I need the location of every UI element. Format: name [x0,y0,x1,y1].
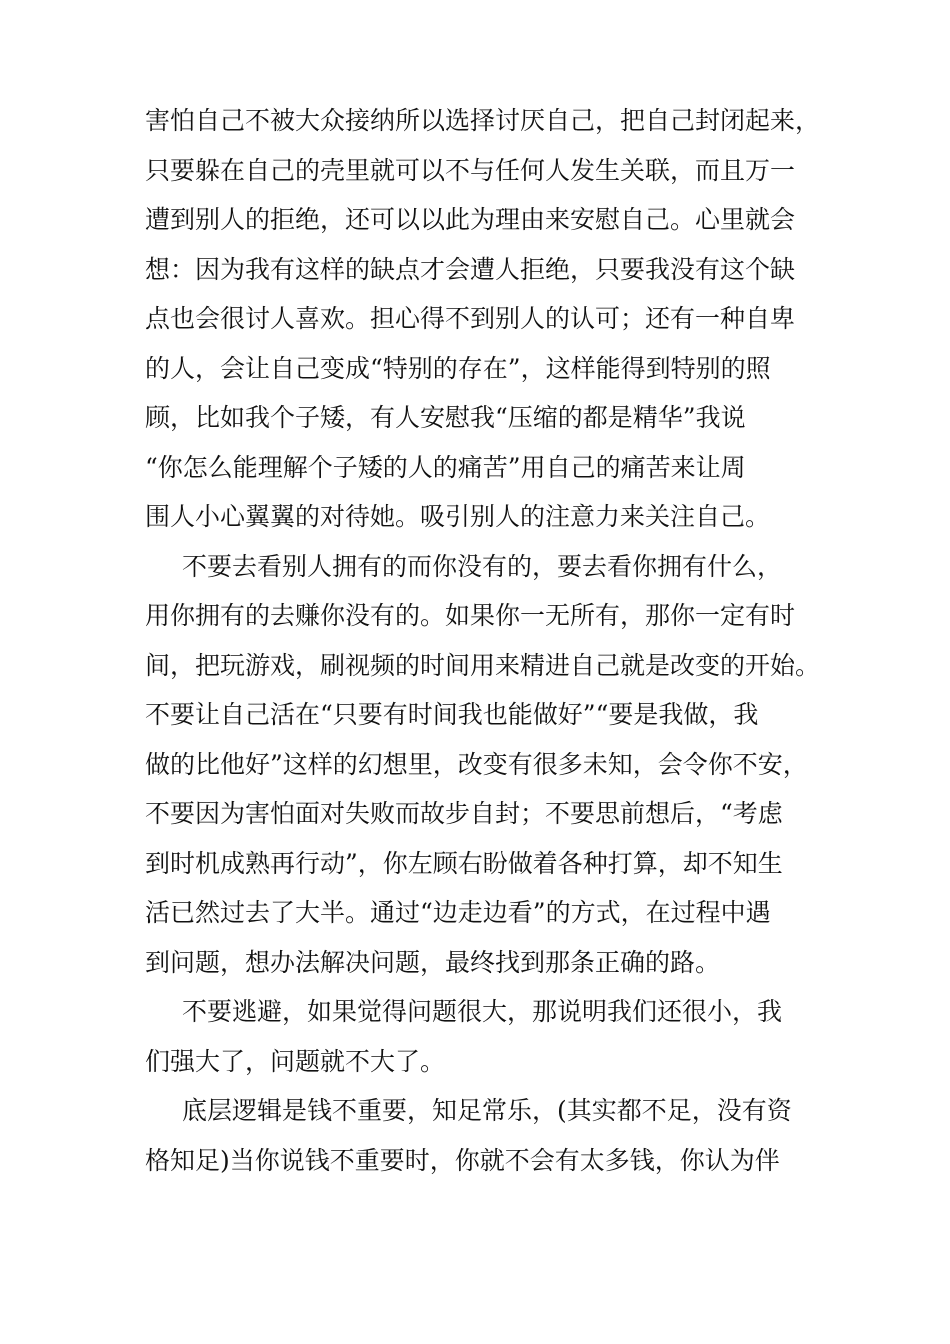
text-line: 只要躲在自己的壳里就可以不与任何人发生关联，而且万一 [145,155,796,185]
text-line: 不要去看别人拥有的而你没有的，要去看你拥有什么， [182,551,783,581]
text-line: 间，把玩游戏，刷视频的时间用来精进自己就是改变的开始。 [145,650,821,680]
body-text [145,96,825,1185]
text-line: 不要让自己活在“只要有时间我也能做好”“要是我做，我 [145,700,759,729]
text-line: 点也会很讨人喜欢。担心得不到别人的认可；还有一种自卑 [145,304,796,333]
text-line: 害怕自己不被大众接纳所以选择讨厌自己，把自己封闭起来， [145,106,821,135]
text-line: 遭到别人的拒绝，还可以以此为理由来安慰自己。心里就会 [145,205,796,234]
text-line: 底层逻辑是钱不重要，知足常乐，(其实都不足，没有资 [182,1096,792,1125]
text-line: 到问题，想办法解决问题，最终找到那条正确的路。 [145,947,721,977]
text-line: “你怎么能理解个子矮的人的痛苦”用自己的痛苦来让周 [145,452,746,482]
text-line: 不要因为害怕面对失败而故步自封；不要思前想后，“考虑 [145,799,783,828]
text-line: 不要逃避，如果觉得问题很大，那说明我们还很小，我 [182,997,783,1026]
text-line: 格知足)当你说钱不重要时，你就不会有太多钱，你认为伴 [145,1145,780,1175]
text-line: 用你拥有的去赚你没有的。如果你一无所有，那你一定有时 [145,601,796,630]
text-line: 到时机成熟再行动”，你左顾右盼做着各种打算，却不知生 [145,848,783,878]
text-line: 活已然过去了大半。通过“边走边看”的方式，在过程中遇 [145,898,771,927]
text-line: 顾，比如我个子矮，有人安慰我“压缩的都是精华”我说 [145,403,746,432]
text-line: 们强大了，问题就不大了。 [145,1046,446,1076]
text-line: 的人，会让自己变成“特别的存在”，这样能得到特别的照 [145,353,771,383]
text-line: 想：因为我有这样的缺点才会遭人拒绝，只要我没有这个缺 [145,254,796,284]
text-line: 围人小心翼翼的对待她。吸引别人的注意力来关注自己。 [145,502,771,531]
text-line: 做的比他好”这样的幻想里，改变有很多未知，会令你不安， [145,749,808,779]
